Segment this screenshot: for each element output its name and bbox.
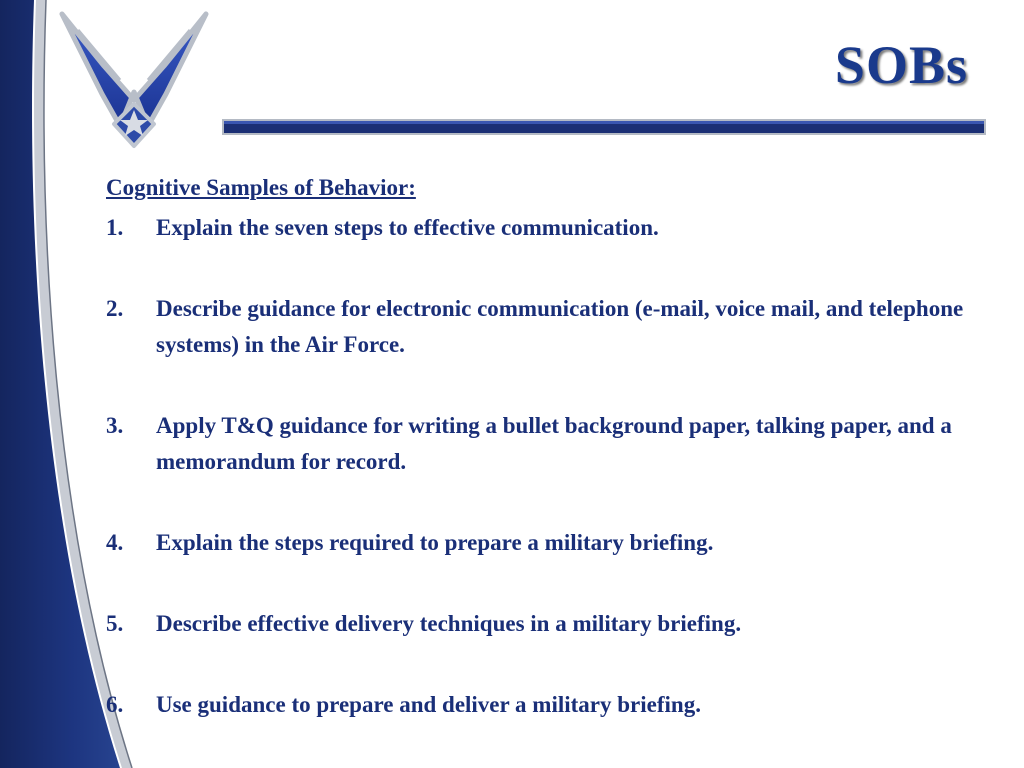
item-number: 6. <box>106 692 124 717</box>
item-text: Describe guidance for electronic communication (e-mail, voice mail, and telephone systems) in the Air Force. <box>156 296 964 357</box>
air-force-wings-icon <box>58 8 210 150</box>
sob-list <box>106 210 996 723</box>
item-text: Use guidance to prepare and deliver a military briefing. <box>156 692 701 717</box>
list-item <box>106 525 996 561</box>
list-item <box>106 210 996 246</box>
item-text: Apply T&Q guidance for writing a bullet background paper, talking paper, and a memorandum for record. <box>156 413 952 474</box>
slide-title: SOBs <box>834 35 968 95</box>
list-item <box>106 291 996 363</box>
item-number: 3. <box>106 413 124 438</box>
item-text: Describe effective delivery techniques in a military briefing. <box>156 611 742 636</box>
section-subtitle: Cognitive Samples of Behavior: <box>106 175 416 200</box>
list-item <box>106 408 996 480</box>
item-text: Explain the steps required to prepare a military briefing. <box>156 530 714 555</box>
item-number: 1. <box>106 215 124 240</box>
content-area <box>106 170 996 723</box>
title-underline-bar <box>222 119 986 135</box>
item-number: 2. <box>106 296 124 321</box>
item-number: 5. <box>106 611 124 636</box>
item-text: Explain the seven steps to effective communication. <box>156 215 659 240</box>
list-item <box>106 606 996 642</box>
list-item <box>106 687 996 723</box>
item-number: 4. <box>106 530 124 555</box>
